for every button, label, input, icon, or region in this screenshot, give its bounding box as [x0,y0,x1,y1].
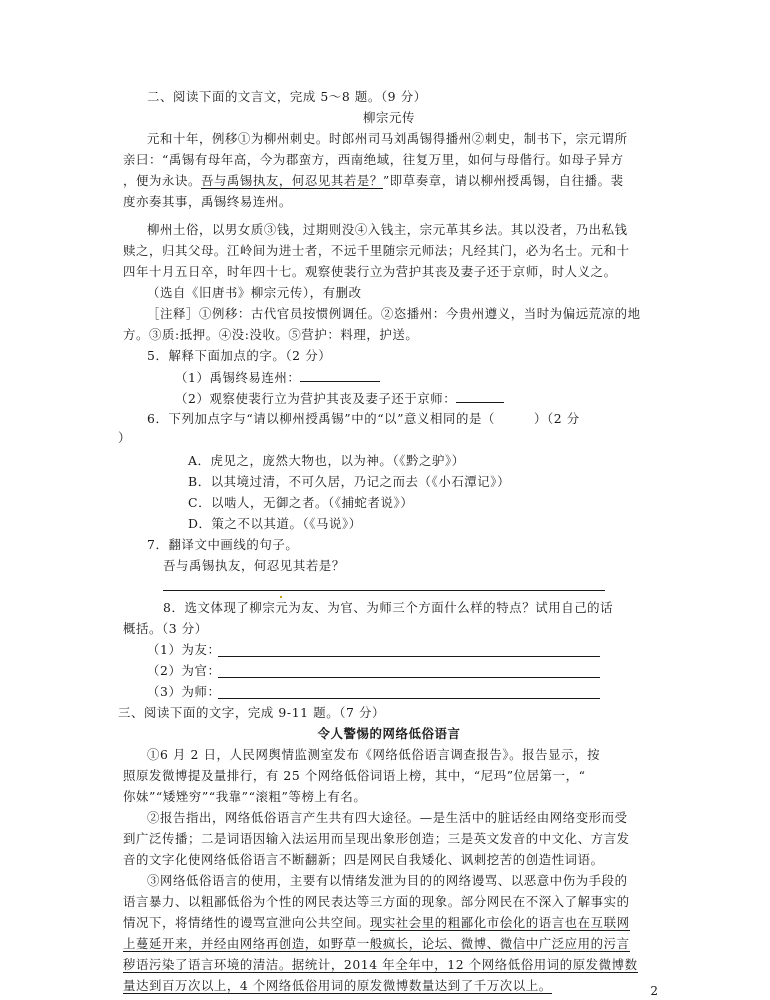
question-5: 5．解释下面加点的字。（2 分） [147,348,332,363]
article-line: ③网络低俗语言的使用，主要有以情绪发泄为目的的网络谩骂、以恶意中伤为手段的 [147,873,628,888]
section2-title: 柳宗元传 [363,110,415,125]
article-line: 照原发微博提及量排行，有 25 个网络低俗词语上榜，其中，“尼玛”位居第一，“ [123,768,586,783]
annotation-line: ［注释］①例移：古代官员按惯例调任。②恣播州：今贵州遵义，当时为偏远荒凉的地 [147,306,641,321]
passage-line: 度亦奏其事，禹锡终易连州。 [123,194,292,209]
section3-heading: 三、阅读下面的文字，完成 9-11 题。（7 分） [118,705,385,720]
article-line: 到广泛传播；二是词语因输入法运用而呈现出象形创造；三是英文发音的中文化、方言发 [123,831,630,846]
passage-line: 柳州土俗，以男女质③钱，过期则没④入钱主，宗元革其乡法。其以没者，乃出私钱 [147,222,628,237]
article-line: ①6 月 2 日，人民网舆情监测室发布《网络低俗语言调查报告》。报告显示，按 [147,747,601,762]
underlined-passage: 量达到百万次以上，4 个网络低俗用词的原发微博数量达到了千万次以上。 [123,978,552,993]
underlined-passage: 现实社会里的粗鄙化市侩化的语言也在互联网 [369,915,630,930]
question-8-wrap: 概括。（3 分） [123,621,208,636]
passage-line: 四年十月五日卒，时年四十七。观察使裴行立为营护其丧及妻子还于京师，时人义之。 [123,264,617,279]
answer-blank[interactable] [456,390,504,403]
passage-line: 亲曰：“禹锡有母年高，今为郡蛮方，西南绝域，往复万里，如何与母偕行。如母子异方 [123,152,624,167]
section3-title: 令人警惕的网络低俗语言 [317,726,461,741]
q7-sentence: 吾与禹锡执友，何忍见其若是？ [163,558,345,573]
q5-item-1: （1）禹锡终易连州： [175,369,380,385]
q8-item-friend: （1）为友： [147,642,221,657]
passage-text: ，便为永诀。 [123,173,201,188]
answer-line[interactable] [218,656,600,657]
q6-option-a: A．虎见之，庞然大物也，以为神。（《黔之驴》） [188,453,465,468]
page-number: 2 [650,984,658,998]
stray-mark [280,596,282,598]
underlined-passage: 上蔓延开来，并经由网络再创造，如野草一般疯长，论坛、微博、微信中广泛应用的污言 [123,936,630,951]
passage-line: 元和十年，例移①为柳州刺史。时郎州司马刘禹锡得播州②刺史，制书下，宗元谓所 [147,131,628,146]
section2-heading: 二、阅读下面的文言文，完成 5～8 题。（9 分） [147,89,427,104]
question-6: 6．下列加点字与“请以柳州授禹锡”中的“以”意义相同的是（ ）（2 分 [147,411,580,426]
question-6-wrap: ） [118,430,131,445]
q8-item-teacher: （3）为师： [147,684,221,699]
q5-item-2: （2）观察使裴行立为营护其丧及妻子还于京师： [175,390,504,406]
question-8: 8．选文体现了柳宗元为友、为官、为师三个方面什么样的特点？试用自己的话 [163,600,614,615]
q6-option-b: B．以其境过清，不可久居，乃记之而去（《小石潭记》） [188,474,511,489]
passage-line: 赎之，归其父母。江岭间为进士者，不远千里随宗元师法；凡经其门，必为名士。元和十 [123,243,630,258]
article-line: 语言暴力、以粗鄙低俗为个性的网民表达等三方面的现象。部分网民在不深入了解事实的 [123,894,630,909]
article-line: 音的文字化使网络低俗语言不断翻新；四是网民自我矮化、讽刺挖苦的创造性词语。 [123,852,604,867]
article-line: 情况下，将情绪性的谩骂宣泄向公共空间。现实社会里的粗鄙化市侩化的语言也在互联网 [123,915,630,930]
question-7: 7．翻译文中画线的句子。 [147,537,299,552]
q6-option-d: D．策之不以其道。（《马说》） [188,516,362,531]
answer-blank[interactable] [300,369,380,382]
q6-option-c: C．以啮人，无御之者。（《捕蛇者说》） [188,495,414,510]
answer-line[interactable] [218,677,600,678]
passage-line [123,173,624,188]
underlined-sentence: 吾与禹锡执友，何忍见其若是？ [200,173,383,188]
answer-line[interactable] [218,698,600,699]
underlined-passage: 秽语污染了语言环境的清洁。据统计，2014 年全年中，12 个网络低俗用词的原发微博数 [123,957,638,972]
q8-item-official: （2）为官： [147,663,221,678]
passage-text: ”即草奏章，请以柳州授禹锡，自往播。裴 [382,173,624,188]
source-note: （选自《旧唐书》柳宗元传），有删改 [147,285,362,300]
answer-line[interactable] [163,590,605,591]
article-line: 你妹”“矮矬穷”“我靠”“滚粗”等榜上有名。 [123,789,367,804]
annotation-line: 方。③质:抵押。④没:没收。⑤营护：料理，护送。 [123,327,419,342]
article-line: ②报告指出，网络低俗语言产生共有四大途径。—是生活中的脏话经由网络变形而受 [147,810,628,825]
